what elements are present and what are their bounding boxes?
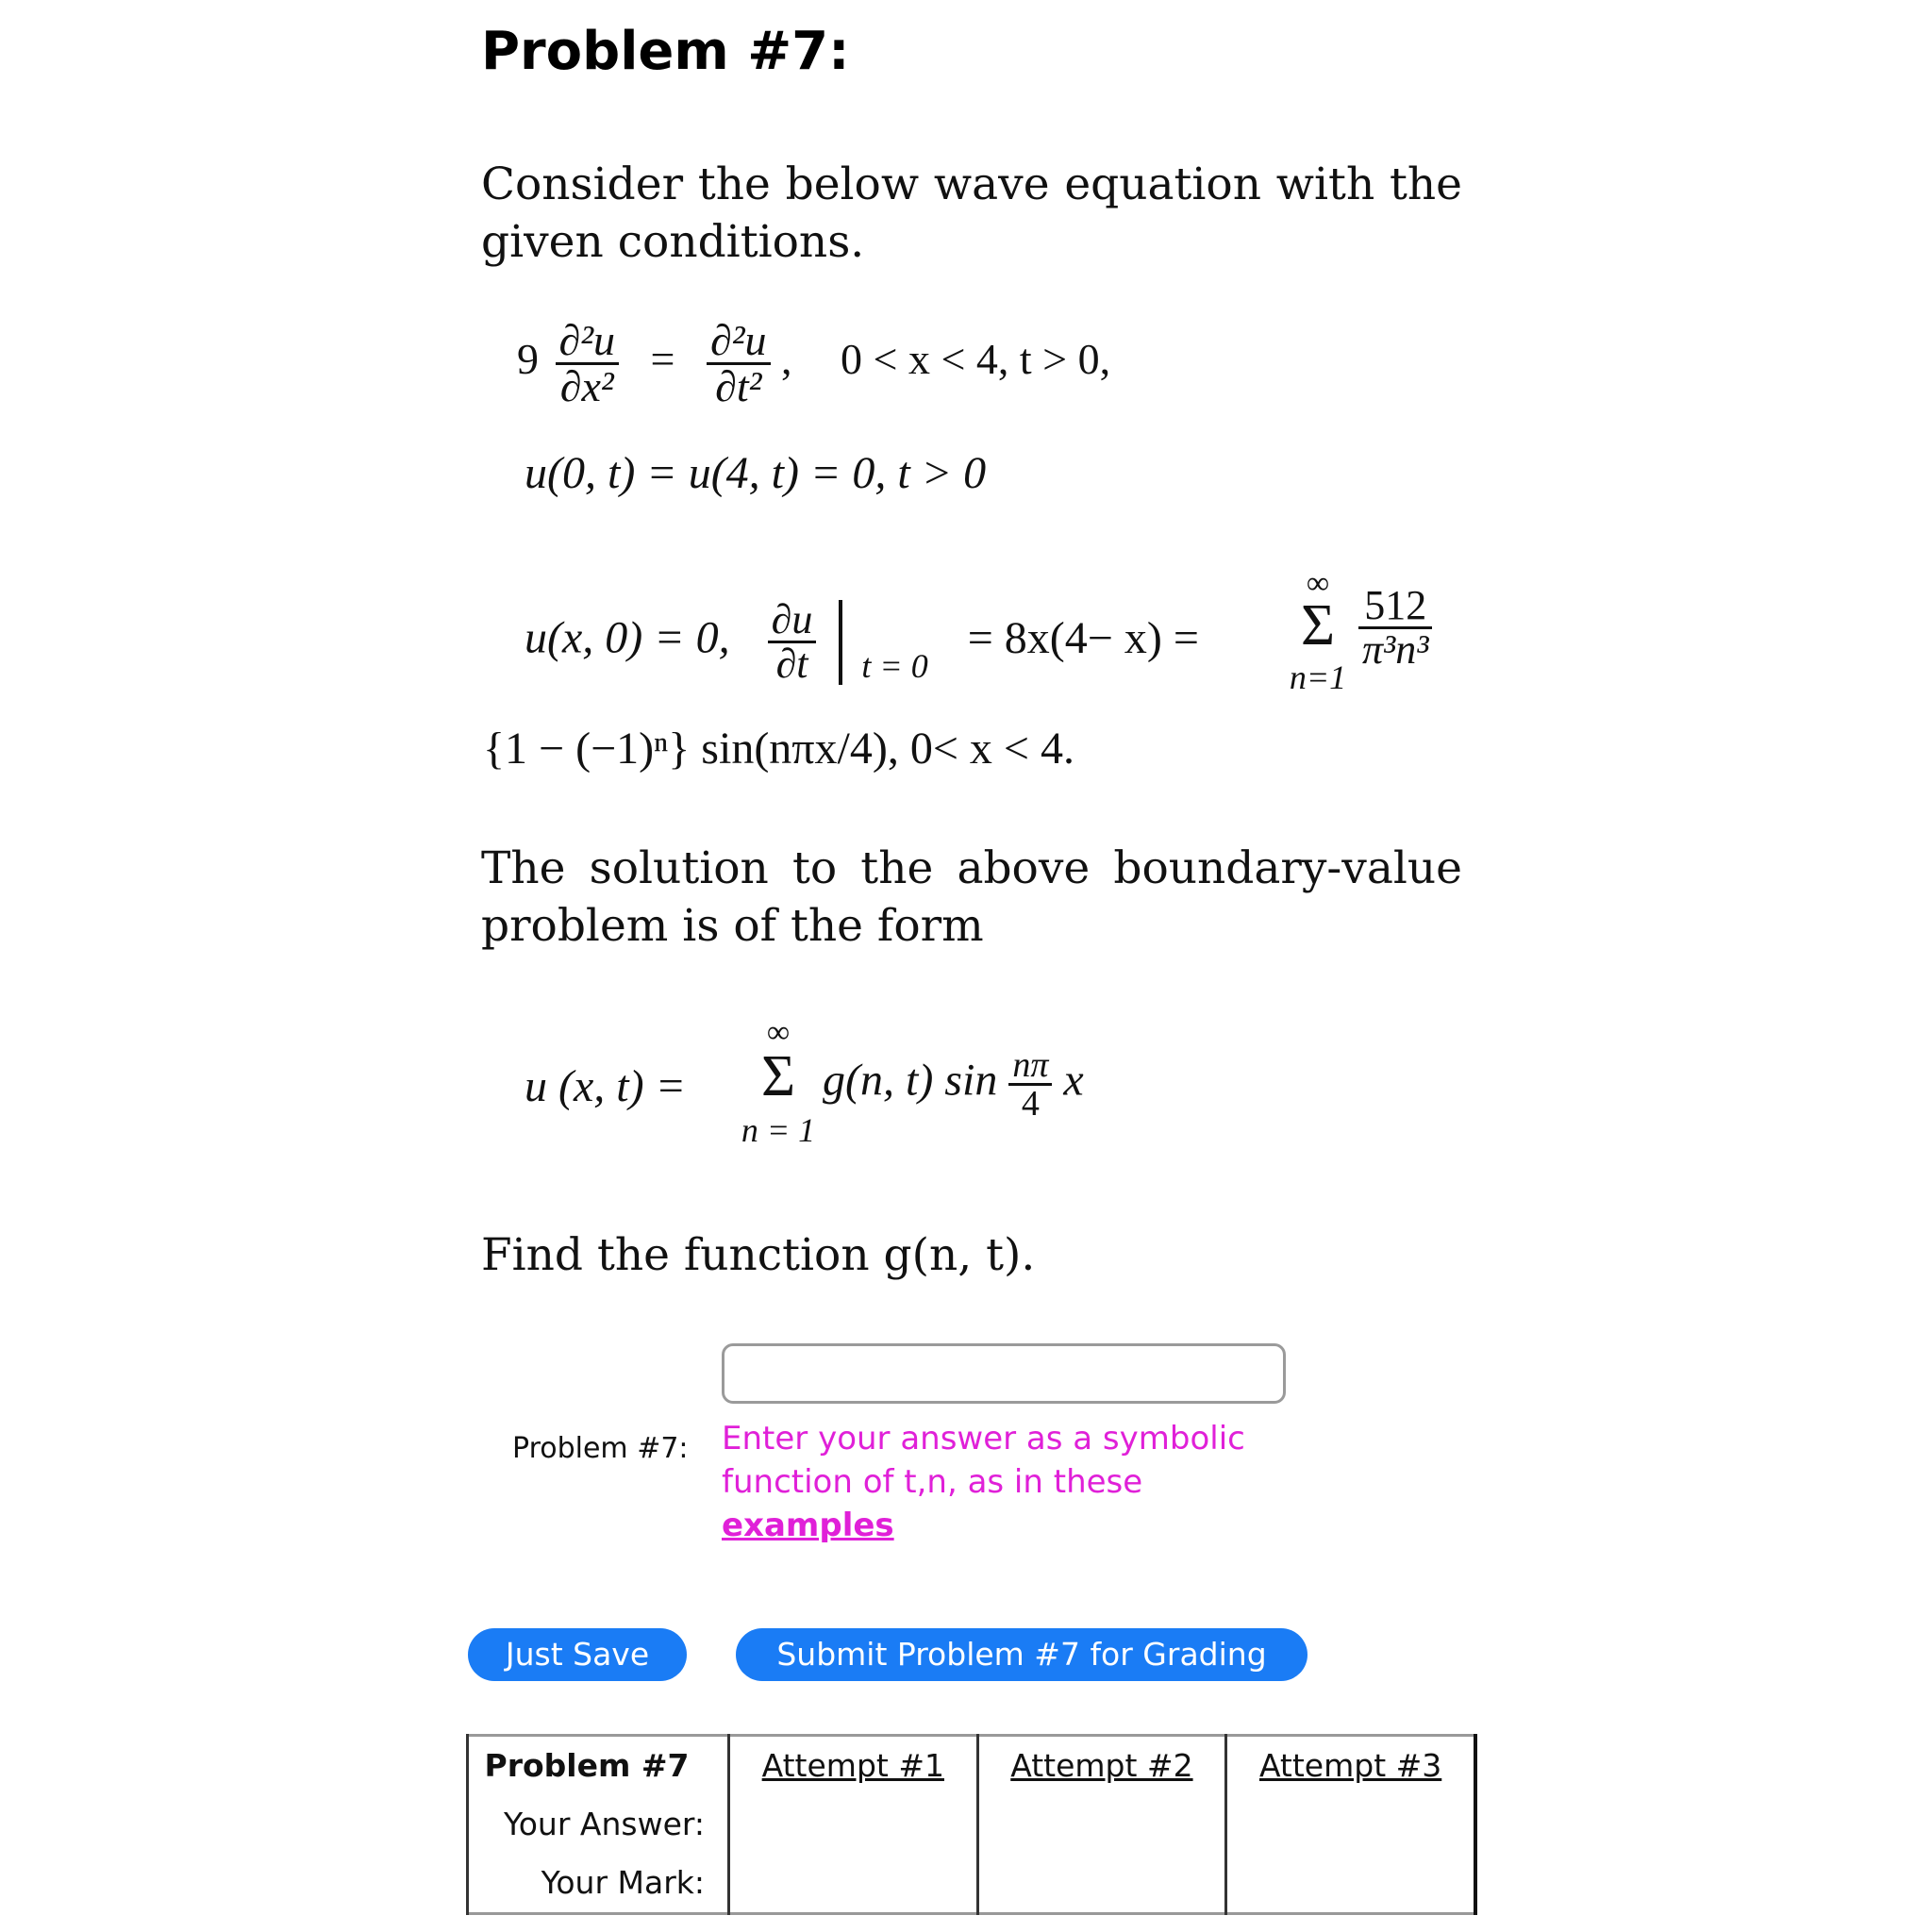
answer-input[interactable]: [722, 1343, 1286, 1404]
coefficient-numerator: 512: [1358, 585, 1432, 629]
ic-left: u(x, 0) = 0,: [525, 612, 730, 663]
pde-rhs-denominator: ∂t²: [715, 362, 762, 410]
attempts-table-header: Problem #7: [484, 1747, 690, 1784]
ic-derivative: [768, 596, 817, 687]
sum-lower-limit: n=1: [1289, 658, 1347, 696]
find-function-text: Find the function g(n, t).: [481, 1229, 1036, 1281]
pde-lhs-numerator: ∂²u: [556, 319, 620, 365]
solution-frequency-fraction: [1008, 1047, 1052, 1122]
pde-coefficient: 9: [517, 335, 539, 384]
just-save-button[interactable]: Just Save: [468, 1628, 687, 1681]
ic-right: = 8x(4− x) =: [967, 612, 1199, 663]
attempt-2-link[interactable]: Attempt #2: [1010, 1747, 1193, 1784]
series-coefficient: [1358, 582, 1432, 673]
solution-sum: [736, 1017, 821, 1147]
attempt-2-column: [977, 1736, 1226, 1914]
attempt-1-link[interactable]: Attempt #1: [761, 1747, 944, 1784]
coefficient-denominator: π³n³: [1362, 626, 1429, 673]
pde-domain: 0 < x < 4, t > 0,: [841, 335, 1111, 384]
frequency-denominator: 4: [1021, 1084, 1040, 1124]
ic-derivative-numerator: ∂u: [768, 599, 817, 643]
solution-x: x: [1063, 1055, 1084, 1106]
solution-g-term: g(n, t) sin: [823, 1055, 998, 1106]
pde-rhs-numerator: ∂²u: [707, 319, 771, 365]
answer-label: Problem #7:: [512, 1432, 689, 1465]
series-sum: [1285, 568, 1351, 694]
your-mark-label: Your Mark:: [541, 1864, 705, 1901]
sum-upper-limit: ∞: [1306, 566, 1330, 601]
problem-title: Problem #7:: [481, 21, 850, 82]
series-tail: {1 − (−1)ⁿ} sin(nπx/4), 0< x < 4.: [483, 724, 1074, 774]
attempt-3-column: [1226, 1736, 1475, 1914]
solution-sum-lower-limit: n = 1: [741, 1111, 816, 1149]
sigma-symbol: Σ: [1300, 593, 1336, 658]
problem-intro: Consider the below wave equation with the given conditions.: [481, 158, 1462, 268]
answer-hint: [722, 1417, 1288, 1547]
initial-conditions: [525, 596, 1199, 687]
attempt-3-link[interactable]: Attempt #3: [1258, 1747, 1442, 1784]
solution-lhs: u (x, t) =: [525, 1061, 686, 1111]
solution-form-text: The solution to the above boundary-value problem is of the form: [481, 842, 1462, 952]
boundary-conditions: u(0, t) = u(4, t) = 0, t > 0: [525, 448, 987, 498]
ic-eval-point: t = 0: [861, 646, 928, 685]
pde-lhs-fraction: [556, 316, 620, 410]
solution-sigma-symbol: Σ: [760, 1044, 796, 1108]
solution-term: [823, 1047, 1084, 1122]
pde-lhs-denominator: ∂x²: [559, 362, 614, 410]
pde-rhs-fraction: [707, 316, 771, 410]
pde-equation: 9 $\frac{\text{∂²u}}{\text{∂x²}}$ = $\frac{\text{∂²u}}{\text{∂t²}}$ , 0 < x < 4, t > 0,: [517, 316, 1111, 410]
attempts-row-labels: [468, 1736, 729, 1914]
ic-derivative-denominator: ∂t: [775, 641, 808, 687]
attempt-1-column: [729, 1736, 978, 1914]
submit-for-grading-button[interactable]: Submit Problem #7 for Grading: [736, 1628, 1307, 1681]
solution-sum-upper-limit: ∞: [766, 1015, 791, 1050]
examples-link[interactable]: examples: [722, 1507, 894, 1544]
frequency-numerator: nπ: [1008, 1047, 1052, 1086]
your-answer-label: Your Answer:: [503, 1806, 705, 1842]
answer-hint-text: Enter your answer as a symbolic function of t,n, as in these: [722, 1420, 1245, 1501]
attempts-table: [466, 1734, 1477, 1915]
